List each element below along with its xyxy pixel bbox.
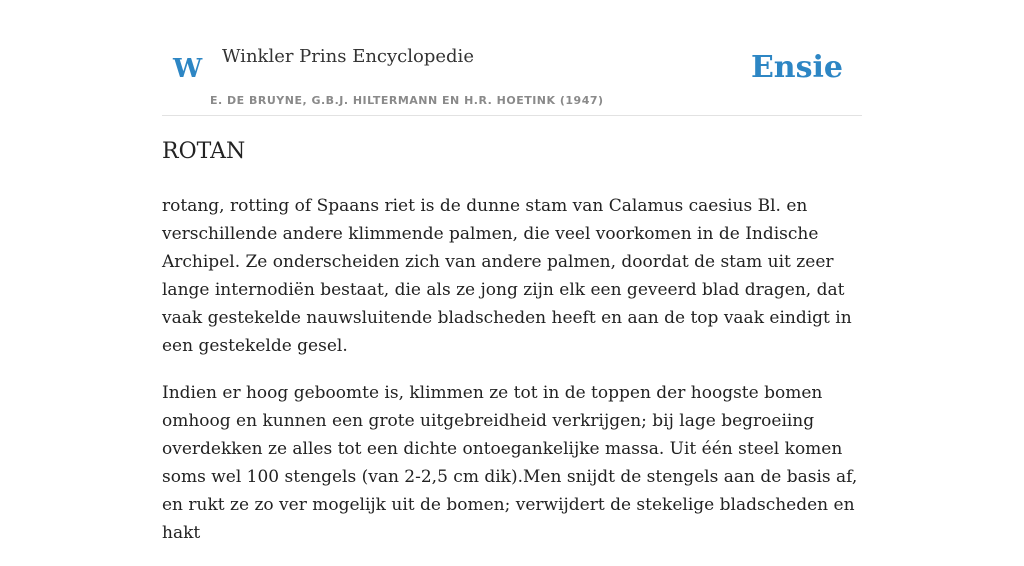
article-title: ROTAN [162, 139, 246, 164]
brand-logo[interactable]: Ensie [750, 50, 843, 85]
source-logo[interactable]: W [173, 54, 203, 84]
article-paragraph: Indien er hoog geboomte is, klimmen ze tot in de toppen der hoogste bomen omhoog en kunnen een grote uitgebreidheid verkrijgen; bij lage begroeiing overdekken ze alles tot een dichte ontoegankelijke massa. Uit één steel komen soms wel 100 stengels (van 2-2,5 cm dik).Men snijdt de stengels aan de basis af, en rukt ze zo ver mogelijk uit de bomen; verwijdert de stekelige bladscheden en hakt [162, 383, 858, 543]
article-body [162, 192, 862, 566]
source-authors: E. DE BRUYNE, G.B.J. HILTERMANN EN H.R. HOETINK (1947) [210, 94, 604, 107]
source-header [162, 40, 862, 116]
source-title[interactable]: Winkler Prins Encyclopedie [222, 46, 474, 67]
article-paragraph: rotang, rotting of Spaans riet is de dunne stam van Calamus caesius Bl. en verschillende andere klimmende palmen, die veel voorkomen in de Indische Archipel. Ze onderscheiden zich van andere palmen, doordat de stam uit zeer lange internodiën bestaat, die als ze jong zijn elk een geveerd blad dragen, dat vaak gestekelde nauwsluitende bladscheden heeft en aan de top vaak eindigt in een gestekelde gesel. [162, 196, 852, 356]
